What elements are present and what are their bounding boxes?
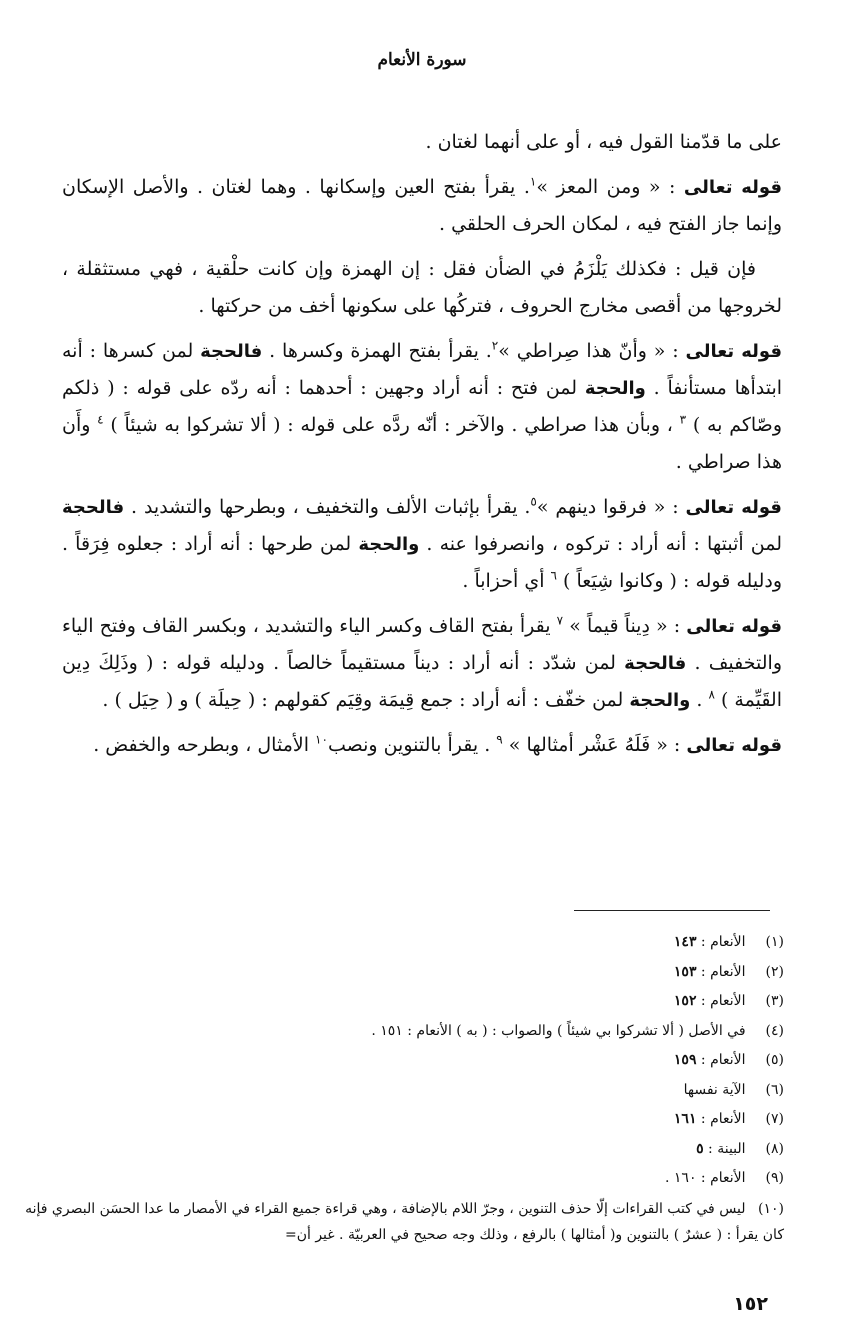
footnote-text: في الأصل ( ألا تشركوا بي شيئاً ) والصواب : ( به ) الأنعام : ١٥١ . [371, 1022, 746, 1039]
footnote-number: (١٠) [758, 1200, 784, 1217]
text-run: . يقرأ بفتح الهمزة وكسرها . [262, 340, 492, 362]
footnote-reference: ٩ [496, 732, 503, 747]
footnote-4 [24, 1017, 784, 1047]
text-run: على ما قدّمنا القول فيه ، أو على أنهما لغتان . [425, 131, 782, 153]
footnote-9 [24, 1164, 784, 1194]
text-run: لمن خفّف : أنه أراد : جمع قِيمَة وقِيَم كقولهم : ( حِيلَة ) و ( حِيَل ) . [102, 689, 630, 711]
footnote-number: (٥) [765, 1052, 784, 1068]
paragraph [62, 169, 782, 243]
footnote-text: الأنعام : [696, 963, 746, 980]
footnote-reference: ٣ [679, 412, 687, 427]
footnote-10 [24, 1196, 784, 1248]
footnote-number: (٩) [765, 1170, 784, 1186]
footnote-text: الأنعام : [696, 934, 746, 950]
footnote-text: ليس في كتب القراءات إلّا حذف التنوين ، وجرّ اللام بالإضافة ، وهي قراءة جميع القراء في الأمصار ما عدا الحسَن البصري فإنه كان يقرأ : ( عشرٌ ) بالتنوين و( أمثالها ) بالرفع ، وذلك وجه صحيح في العربيّة . غير أن= [25, 1200, 784, 1243]
footnote-text: الأنعام : [696, 993, 746, 1009]
footnote-text: الآية نفسها [683, 1081, 746, 1098]
footnote-reference: ٨ [708, 687, 715, 702]
footnote-number: (٤) [765, 1022, 784, 1039]
paragraph [62, 608, 782, 719]
footnote-number: (٦) [765, 1081, 784, 1098]
footnote-value: ١٥٣ [673, 963, 697, 980]
footnote-number: (١) [765, 934, 784, 950]
paragraph [62, 727, 782, 764]
text-run: الأمثال ، وبطرحه والخفض . [93, 734, 316, 756]
text-run: : « فرقوا دينهم » [536, 496, 686, 518]
footnote-2 [24, 958, 784, 988]
footnote-5 [24, 1046, 784, 1076]
bold-keyword: والحجة [358, 534, 420, 555]
footnote-text: الأنعام : [696, 1111, 746, 1127]
running-head: سورة الأنعام [377, 50, 467, 70]
footnote-text: البينة : [703, 1140, 746, 1157]
bold-keyword: قوله تعالى [685, 341, 783, 362]
footnote-value: ١٥٩ [673, 1052, 697, 1068]
page-number: ١٥٢ [733, 1293, 768, 1315]
main-text [62, 124, 782, 772]
footnote-separator [574, 910, 770, 911]
bold-keyword: قوله تعالى [686, 616, 782, 637]
footnote-number: (٣) [765, 993, 784, 1009]
paragraph [62, 489, 782, 600]
footnote-reference: ٤ [97, 412, 104, 427]
bold-keyword: فالحجة [62, 497, 125, 518]
text-run: لمن كسرها : أنه ابتدأها مستأنفاً . [62, 340, 783, 399]
footnote-reference: ٥ [530, 494, 537, 509]
footnote-text: الأنعام : ١٦٠ . [665, 1170, 746, 1186]
text-run: : « وأنّ هذا صِراطي » [498, 340, 686, 362]
text-run: أي أحزاباً . [462, 570, 551, 592]
footnote-reference: ١٠ [315, 732, 328, 747]
text-run: . [690, 689, 709, 711]
bold-keyword: قوله تعالى [686, 735, 782, 756]
footnote-6 [24, 1076, 784, 1106]
text-run: لمن شدّد : أنه أراد : ديناً مستقيماً خالصاً . ودليله قوله : ( وذَلِكَ دِين القَيِّمة ) [62, 652, 782, 711]
bold-keyword: والحجة [584, 378, 646, 399]
paragraph [62, 333, 782, 481]
footnote-reference: ١ [529, 174, 537, 189]
footnote-8 [24, 1135, 784, 1165]
bold-keyword: قوله تعالى [685, 497, 782, 518]
text-run: لمن فتح : أنه أراد وجهين : أحدهما : أنه ردّه على قوله : ( ذلكم وصّاكم به ) [62, 377, 782, 436]
footnote-value: ٥ [696, 1140, 704, 1157]
footnote-number: (٨) [765, 1140, 784, 1157]
footnote-7 [24, 1105, 784, 1135]
text-run: لمن طرحها : أنه أراد : جعلوه فِرَقاً . ودليله قوله : ( وكانوا شِيَعاً ) [62, 533, 782, 592]
text-run: لمن أثبتها : أنه أراد : تركوه ، وانصرفوا عنه . [419, 533, 782, 555]
bold-keyword: قوله تعالى [683, 177, 782, 198]
footnote-3 [24, 987, 784, 1017]
text-run: : « دِيناً قيماً » [563, 615, 687, 637]
footnote-text: الأنعام : [696, 1052, 746, 1068]
text-run: ، وبأن هذا صراطي . والآخر : أنّه ردَّه على قوله : ( ألا تشركوا به شيئاً ) [103, 414, 680, 436]
text-run: . يقرأ بالتنوين ونصب [327, 734, 497, 756]
text-run: يقرأ بفتح القاف وكسر الياء والتشديد ، وبكسر القاف وفتح الياء والتخفيف . [62, 615, 783, 674]
bold-keyword: والحجة [629, 690, 691, 711]
bold-keyword: فالحجة [200, 341, 263, 362]
text-run: : « ومن المعز » [536, 176, 684, 198]
text-run: وأَن هذا صراطي . [62, 414, 782, 473]
text-run: فإن قيل : فكذلك يَلْزَمُ في الضأن فقل : إن الهمزة وإن كانت حلْقية ، فهي مستثقلة ، لخروجها من أقصى مخارج الحروف ، فتركُها على سكونها أخف من حركتها . [62, 258, 782, 317]
footnote-1 [24, 928, 784, 958]
footnote-value: ١٥٢ [673, 993, 697, 1009]
text-run: . يقرأ بفتح العين وإسكانها . وهما لغتان . والأصل الإسكان وإنما جاز الفتح فيه ، لمكان الحرف الحلقي . [62, 176, 782, 235]
text-run: : « فَلَهُ عَشْر أمثالها » [502, 734, 687, 756]
footnotes [24, 928, 784, 1248]
paragraph [62, 251, 782, 325]
paragraph [62, 124, 782, 161]
footnote-value: ١٦١ [673, 1111, 697, 1127]
footnote-number: (٧) [765, 1111, 784, 1127]
text-run: . يقرأ بإثبات الألف والتخفيف ، وبطرحها والتشديد . [124, 496, 531, 518]
footnote-reference: ٧ [556, 613, 564, 628]
footnote-reference: ٢ [491, 338, 499, 353]
footnote-value: ١٤٣ [673, 934, 697, 950]
footnote-number: (٢) [765, 963, 784, 980]
bold-keyword: فالحجة [624, 653, 687, 674]
footnote-reference: ٦ [550, 568, 557, 583]
